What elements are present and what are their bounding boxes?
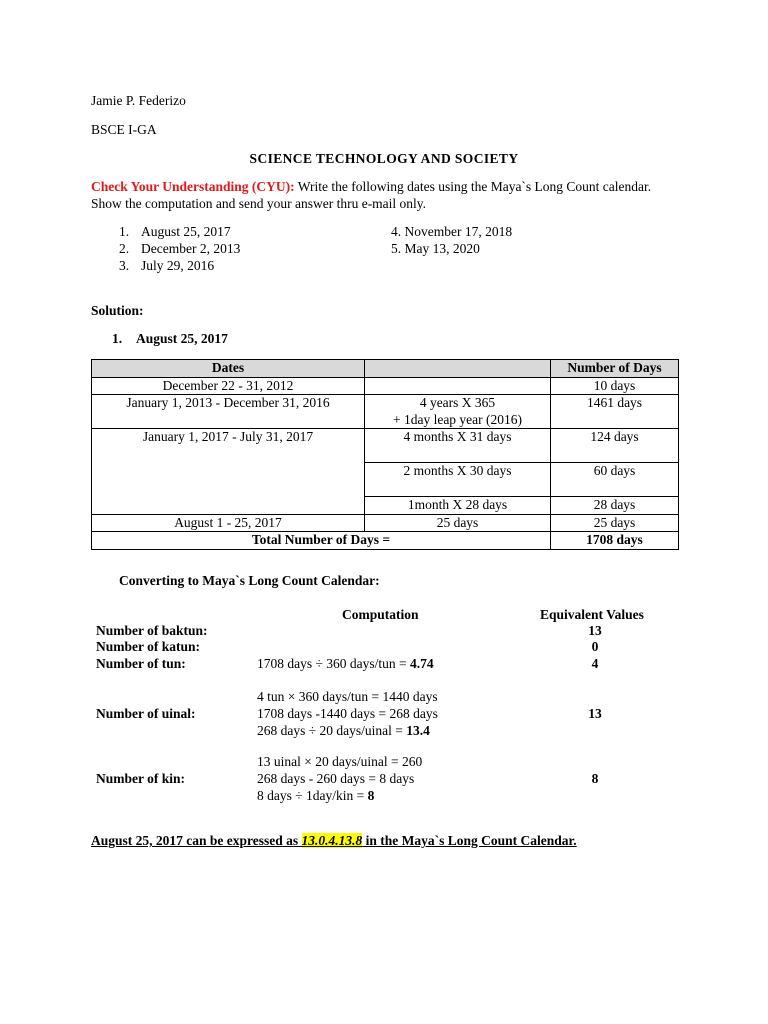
document-title: SCIENCE TECHNOLOGY AND SOCIETY [249, 151, 519, 166]
cyu-instructions [91, 179, 651, 195]
tun-label: Number of tun: [96, 656, 186, 671]
cyu-line1: Write the following dates using the Maya`s Long Count calendar. [297, 179, 652, 194]
list-item: 5. May 13, 2020 [391, 241, 480, 256]
uinal-value: 13 [588, 706, 602, 721]
list-item: 3. July 29, 2016 [119, 258, 215, 273]
days-table [91, 359, 679, 550]
table-row: 1month X 28 days 28 days [92, 497, 679, 515]
katun-label: Number of katun: [96, 639, 201, 654]
list-item: 1. August 25, 2017 [119, 224, 231, 239]
uinal-label: Number of uinal: [96, 706, 196, 721]
baktun-label: Number of baktun: [96, 623, 208, 638]
total-label: Total Number of Days = [92, 532, 551, 550]
total-value: 1708 days [551, 532, 679, 550]
cyu-label: Check Your Understanding (CYU): [91, 179, 295, 194]
table-row: December 22 - 31, 2012 10 days [92, 377, 679, 395]
computation-header: Computation [342, 607, 419, 622]
converting-heading: Converting to Maya`s Long Count Calendar: [119, 573, 380, 588]
baktun-value: 13 [588, 623, 602, 638]
solution-item: 1. August 25, 2017 [112, 331, 228, 346]
equivalent-values-header: Equivalent Values [540, 607, 644, 622]
list-item: 4. November 17, 2018 [391, 224, 513, 239]
table-header-row [92, 360, 679, 378]
tun-value: 4 [591, 656, 599, 671]
dates-list-right [391, 223, 512, 257]
table-row: January 1, 2017 - July 31, 2017 4 months X 31 days 124 days [92, 429, 679, 463]
tun-computation: 1708 days ÷ 360 days/tun = 4.74 [257, 656, 434, 671]
table-row: 2 months X 30 days 60 days [92, 463, 679, 497]
conclusion: August 25, 2017 can be expressed as 13.0.4.13.8 in the Maya`s Long Count Calendar. [91, 833, 577, 848]
table-row: January 1, 2013 - December 31, 2016 4 years X 365 + 1day leap year (2016) 1461 days [92, 395, 679, 429]
col-header-dates: Dates [92, 360, 365, 378]
long-count-highlight: 13.0.4.13.8 [301, 833, 363, 848]
author-name: Jamie P. Federizo [91, 93, 186, 108]
katun-value: 0 [591, 639, 599, 654]
list-item: 2. December 2, 2013 [119, 241, 241, 256]
col-header-days: Number of Days [551, 360, 679, 378]
solution-label: Solution: [91, 303, 144, 318]
course-section: BSCE I-GA [91, 122, 157, 137]
cyu-line2: Show the computation and send your answer thru e-mail only. [91, 196, 427, 211]
col-header-calc [365, 360, 551, 378]
uinal-computation: 4 tun × 360 days/tun = 1440 days 1708 days -1440 days = 268 days 268 days ÷ 20 days/uinal = 13.4 [257, 689, 438, 738]
kin-label: Number of kin: [96, 771, 186, 786]
dates-list-left [119, 223, 240, 274]
kin-computation: 13 uinal × 20 days/uinal = 260 268 days - 260 days = 8 days 8 days ÷ 1day/kin = 8 [257, 754, 423, 803]
table-total-row [92, 532, 679, 550]
table-row: August 1 - 25, 2017 25 days 25 days [92, 514, 679, 532]
kin-value: 8 [591, 771, 599, 786]
